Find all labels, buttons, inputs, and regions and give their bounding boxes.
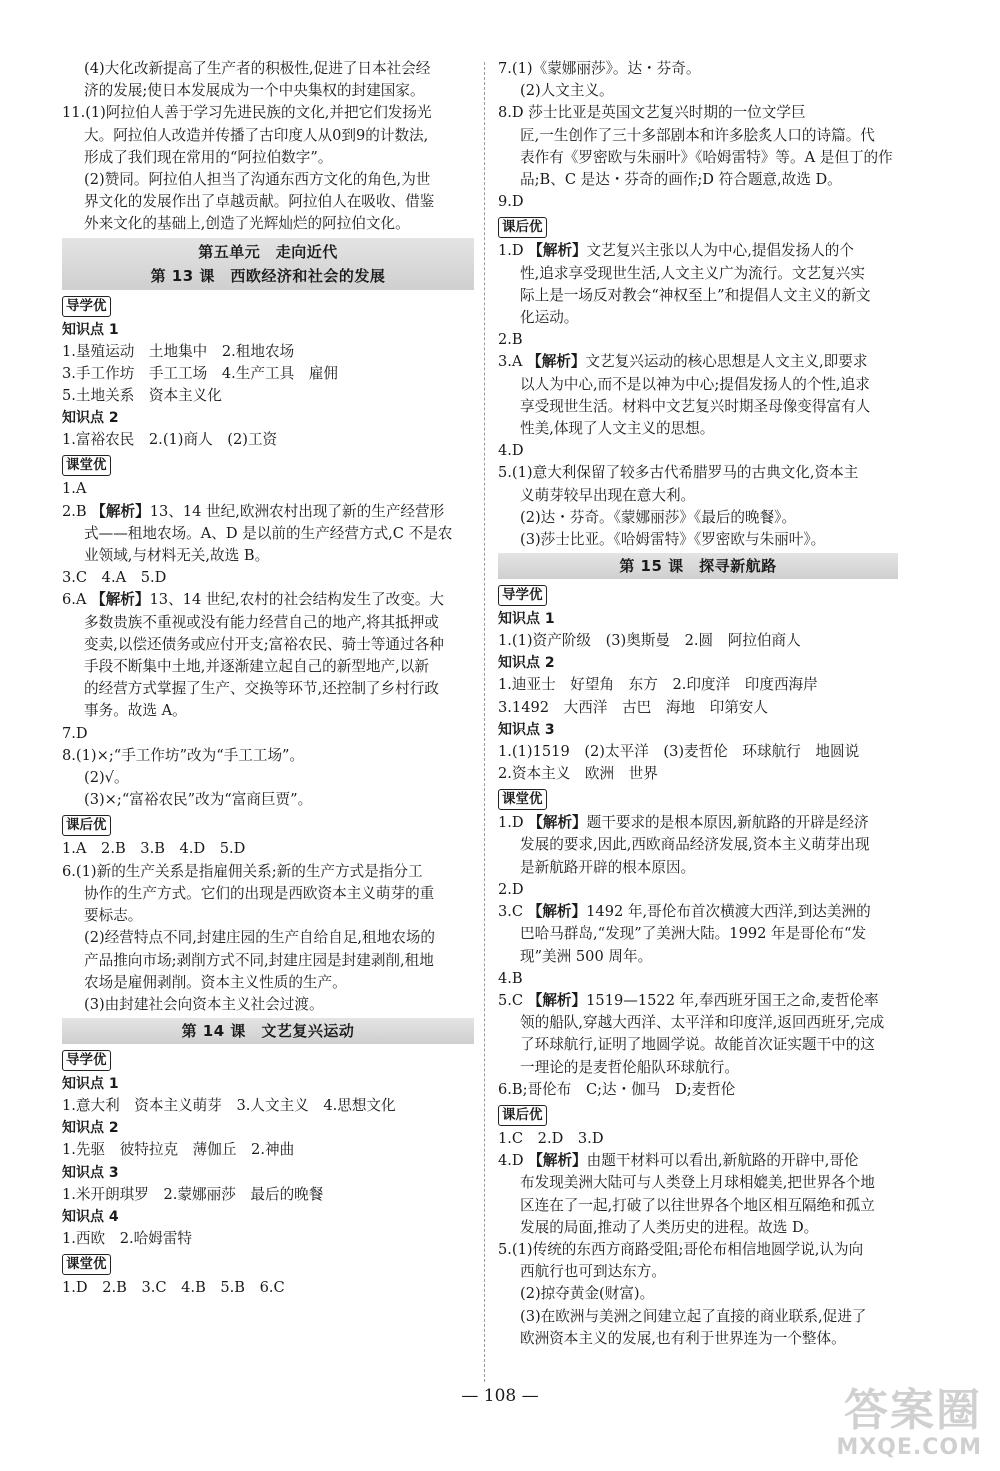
text-line: 1.米开朗琪罗 2.蒙娜丽莎 最后的晚餐 xyxy=(62,1185,324,1203)
text-line: 1.A xyxy=(62,480,87,498)
text-line: (3)×;“富裕农民”改为“富商巨贾”。 xyxy=(84,791,313,809)
text-line: 6.B;哥伦布 C;达・伽马 D;麦哲伦 xyxy=(498,1080,736,1098)
text-line: 是新航路开辟的根本原因。 xyxy=(520,858,696,876)
watermark-logo xyxy=(836,1387,982,1461)
text-line: 3.手工作坊 手工工场 4.生产工具 雇佣 xyxy=(62,364,338,382)
section-tag-daoxue: 导学优 xyxy=(498,585,547,606)
section-tag-ketang: 课堂优 xyxy=(62,455,111,476)
text-line: 4.D 【解析】由题干材料可以看出,新航路的开辟中,哥伦 xyxy=(498,1152,859,1170)
text-line: 3.1492 大西洋 古巴 海地 印第安人 xyxy=(498,698,768,716)
text-line: 发展的要求,因此,西欧商品经济发展,资本主义萌芽出现 xyxy=(520,836,870,854)
text-line: 欧洲资本主义的发展,也有利于世界连为一个整体。 xyxy=(520,1329,846,1347)
text-line: 享受现世生活。材料中文艺复兴时期圣母像变得富有人 xyxy=(520,397,871,415)
text-line: 2.资本主义 欧洲 世界 xyxy=(498,765,658,783)
analysis-marker: 【解析】 xyxy=(528,814,587,832)
text-line: 9.D xyxy=(498,193,524,211)
analysis-marker: 【解析】 xyxy=(528,1152,587,1170)
text-line: 1.A 2.B 3.B 4.D 5.D xyxy=(62,840,246,858)
text-line: 11.(1)阿拉伯人善于学习先进民族的文化,并把它们发扬光 xyxy=(62,104,432,122)
text-line: 5.(1)意大利保留了较多古代希腊罗马的古典文化,资本主 xyxy=(498,464,859,482)
lesson-title: 第 13 课 西欧经济和社会的发展 xyxy=(150,266,386,285)
text-line: 手段不断集中土地,并逐渐建立起自己的新型地产,以新 xyxy=(84,658,429,676)
section-tag-ketang: 课堂优 xyxy=(498,789,547,810)
section-tag-daoxue: 导学优 xyxy=(62,296,111,317)
text-line: 济的发展;使日本发展成为一个中央集权的封建国家。 xyxy=(84,82,425,100)
text-line: (2)√。 xyxy=(84,769,129,787)
text-line: 性,追求享受现世生活,人文主义广为流行。文艺复兴实 xyxy=(520,264,865,282)
text-line: 1.D 2.B 3.C 4.B 5.B 6.C xyxy=(62,1278,285,1296)
text-line: 5.C 【解析】1519—1522 年,奉西班牙国王之命,麦哲伦率 xyxy=(498,991,879,1009)
text-line: (2)经营特点不同,封建庄园的生产自给自足,租地农场的 xyxy=(84,929,436,947)
text-line: 式——租地农场。A、D 是以前的生产经营方式,C 不是农 xyxy=(84,524,453,542)
analysis-marker: 【解析】 xyxy=(527,991,587,1009)
knowledge-point-heading: 知识点 3 xyxy=(498,721,555,738)
text-line: 变卖,以偿还债务或应付开支;富裕农民、骑士等通过各种 xyxy=(84,635,444,653)
lesson-title: 第 14 课 文艺复兴运动 xyxy=(181,1022,355,1041)
text-line: 以人为中心,而不是以神为中心;提倡发扬人的个性,追求 xyxy=(520,375,870,393)
text-line: 性美,体现了人文主义的思想。 xyxy=(520,420,715,438)
watermark-url: MXQE.COM xyxy=(836,1435,982,1460)
text-line: 7.D xyxy=(62,724,88,742)
analysis-marker: 【解析】 xyxy=(527,353,586,371)
text-line: 1.意大利 资本主义萌芽 3.人文主义 4.思想文化 xyxy=(62,1097,396,1115)
text-line: 1.迪亚士 好望角 东方 2.印度洋 印度西海岸 xyxy=(498,676,818,694)
text-line: 农场是雇佣剥削。资本主义性质的生产。 xyxy=(84,973,347,991)
text-line: 要标志。 xyxy=(84,907,143,925)
text-line: 1.垦殖运动 土地集中 2.租地农场 xyxy=(62,342,295,360)
knowledge-point-heading: 知识点 1 xyxy=(62,1076,119,1093)
text-line: 1.C 2.D 3.D xyxy=(498,1129,604,1147)
lesson-banner xyxy=(498,553,898,579)
text-line: (2)达・芬奇。《蒙娜丽莎》《最后的晚餐》。 xyxy=(520,508,797,526)
text-line: 大。阿拉伯人改造并传播了古印度人从0到9的计数法, xyxy=(84,126,429,144)
text-line: 多数贵族不重视或没有能力经营自己的地产,将其抵押或 xyxy=(84,613,439,631)
text-line: 区连在了一起,打破了以往世界各个地区相互隔绝和孤立 xyxy=(520,1196,875,1214)
text-line: 际上是一场反对教会“神权至上”和提倡人文主义的新文 xyxy=(520,286,871,304)
watermark-text: 答案圈 xyxy=(844,1385,982,1436)
knowledge-point-heading: 知识点 2 xyxy=(62,1120,119,1137)
text-line: 1.西欧 2.哈姆雷特 xyxy=(62,1229,193,1247)
text-line: 7.(1)《蒙娜丽莎》。达・芬奇。 xyxy=(498,60,701,77)
section-tag-ketang: 课堂优 xyxy=(62,1254,111,1275)
text-line: 西航行也可到达东方。 xyxy=(520,1263,666,1281)
text-line: 1.D 【解析】文艺复兴主张以人为中心,提倡发扬人的个 xyxy=(498,242,854,260)
text-line: 现”美洲 500 周年。 xyxy=(520,947,653,965)
text-line: 5.土地关系 资本主义化 xyxy=(62,387,222,405)
text-line: (3)莎士比亚。《哈姆雷特》《罗密欧与朱丽叶》。 xyxy=(520,531,826,549)
knowledge-point-heading: 知识点 3 xyxy=(62,1164,119,1181)
text-line: (3)由封建社会向资本主义社会过渡。 xyxy=(84,995,324,1013)
text-line: 形成了我们现在常用的“阿拉伯数字”。 xyxy=(84,148,333,166)
text-line: 2.B 【解析】13、14 世纪,欧洲农村出现了新的生产经营形 xyxy=(62,502,445,520)
left-column xyxy=(62,58,474,1299)
text-line: 1.富裕农民 2.(1)商人 (2)工资 xyxy=(62,431,278,449)
text-line: 外来文化的基础上,创造了光辉灿烂的阿拉伯文化。 xyxy=(84,215,410,233)
text-line: 协作的生产方式。它们的出现是西欧资本主义萌芽的重 xyxy=(84,884,435,902)
text-line: 1.(1)资产阶级 (3)奥斯曼 2.圆 阿拉伯商人 xyxy=(498,632,801,650)
text-line: 8.D 莎士比亚是英国文艺复兴时期的一位文学巨 xyxy=(498,104,806,122)
text-line: 巴哈马群岛,“发现”了美洲大陆。1992 年是哥伦布“发 xyxy=(520,925,867,943)
text-line: (3)在欧洲与美洲之间建立起了直接的商业联系,促进了 xyxy=(520,1307,867,1325)
text-line: (2)赞同。阿拉伯人担当了沟通东西方文化的角色,为世 xyxy=(84,171,431,189)
knowledge-point-heading: 知识点 1 xyxy=(498,611,555,628)
lesson-banner xyxy=(62,1018,474,1044)
unit-banner xyxy=(62,238,474,290)
text-line: (2)掠夺黄金(财富)。 xyxy=(520,1285,655,1303)
analysis-marker: 【解析】 xyxy=(528,242,587,260)
text-line: 3.C 4.A 5.D xyxy=(62,569,167,587)
text-line: 品;B、C 是达・芬奇的画作;D 符合题意,故选 D。 xyxy=(520,171,842,189)
text-line: 一理论的是麦哲伦船队环球航行。 xyxy=(520,1058,739,1076)
text-line: 业领域,与材料无关,故选 B。 xyxy=(84,547,270,565)
analysis-marker: 【解析】 xyxy=(527,903,587,921)
text-line: 发展的局面,推动了人类历史的进程。故选 D。 xyxy=(520,1218,819,1236)
analysis-marker: 【解析】 xyxy=(91,591,150,609)
text-line: 6.A 【解析】13、14 世纪,农村的社会结构发生了改变。大 xyxy=(62,591,445,609)
text-line: 1.(1)1519 (2)太平洋 (3)麦哲伦 环球航行 地圆说 xyxy=(498,742,860,760)
page-number: — 108 — xyxy=(461,1386,539,1406)
text-line: 布发现美洲大陆可与人类登上月球相媲美,把世界各个地 xyxy=(520,1174,875,1192)
section-tag-daoxue: 导学优 xyxy=(62,1050,111,1071)
text-line: 界文化的发展作出了卓越贡献。阿拉伯人在吸收、借鉴 xyxy=(84,193,435,211)
knowledge-point-heading: 知识点 4 xyxy=(62,1208,119,1225)
section-tag-kehou: 课后优 xyxy=(62,815,111,836)
text-line: 1.先驱 彼特拉克 薄伽丘 2.神曲 xyxy=(62,1141,295,1159)
unit-title: 第五单元 走向近代 xyxy=(198,242,338,261)
text-line: 4.D xyxy=(498,442,524,460)
text-line: 了环球航行,证明了地圆学说。故能首次证实题干中的这 xyxy=(520,1036,875,1054)
text-line: 8.(1)×;“手工作坊”改为“手工工场”。 xyxy=(62,746,305,764)
text-line: 的经营方式掌握了生产、交换等环节,还控制了乡村行政 xyxy=(84,680,439,698)
text-line: 化运动。 xyxy=(520,309,579,327)
text-line: 1.D 【解析】题干要求的是根本原因,新航路的开辟是经济 xyxy=(498,814,869,832)
text-line: 2.D xyxy=(498,880,524,898)
text-line: (2)人文主义。 xyxy=(520,82,614,100)
analysis-marker: 【解析】 xyxy=(91,502,150,520)
column-divider xyxy=(484,62,485,1382)
text-line: 4.B xyxy=(498,969,523,987)
knowledge-point-heading: 知识点 2 xyxy=(498,655,555,672)
knowledge-point-heading: 知识点 2 xyxy=(62,410,119,427)
text-line: 表作有《罗密欧与朱丽叶》《哈姆雷特》等。A 是但丁的作 xyxy=(520,148,893,166)
section-tag-kehou: 课后优 xyxy=(498,1105,547,1126)
text-line: 事务。故选 A。 xyxy=(84,702,187,720)
right-column xyxy=(498,58,898,1350)
text-line: 5.(1)传统的东西方商路受阻;哥伦布相信地圆学说,认为向 xyxy=(498,1240,864,1258)
text-line: 6.(1)新的生产关系是指雇佣关系;新的生产方式是指分工 xyxy=(62,862,423,880)
text-line: 领的船队,穿越大西洋、太平洋和印度洋,返回西班牙,完成 xyxy=(520,1014,885,1032)
knowledge-point-heading: 知识点 1 xyxy=(62,321,119,338)
section-tag-kehou: 课后优 xyxy=(498,217,547,238)
text-line: 匠,一生创作了三十多部剧本和许多脍炙人口的诗篇。代 xyxy=(520,126,875,144)
text-line: 3.C 【解析】1492 年,哥伦布首次横渡大西洋,到达美洲的 xyxy=(498,903,871,921)
text-line: 2.B xyxy=(498,331,523,349)
text-line: 3.A 【解析】文艺复兴运动的核心思想是人文主义,即要求 xyxy=(498,353,868,371)
text-line: 义萌芽较早出现在意大利。 xyxy=(520,486,696,504)
lesson-title: 第 15 课 探寻新航路 xyxy=(619,557,777,576)
text-line: (4)大化改新提高了生产者的积极性,促进了日本社会经 xyxy=(84,60,431,77)
text-line: 产品推向市场;剥削方式不同,封建庄园是封建剥削,租地 xyxy=(84,951,434,969)
